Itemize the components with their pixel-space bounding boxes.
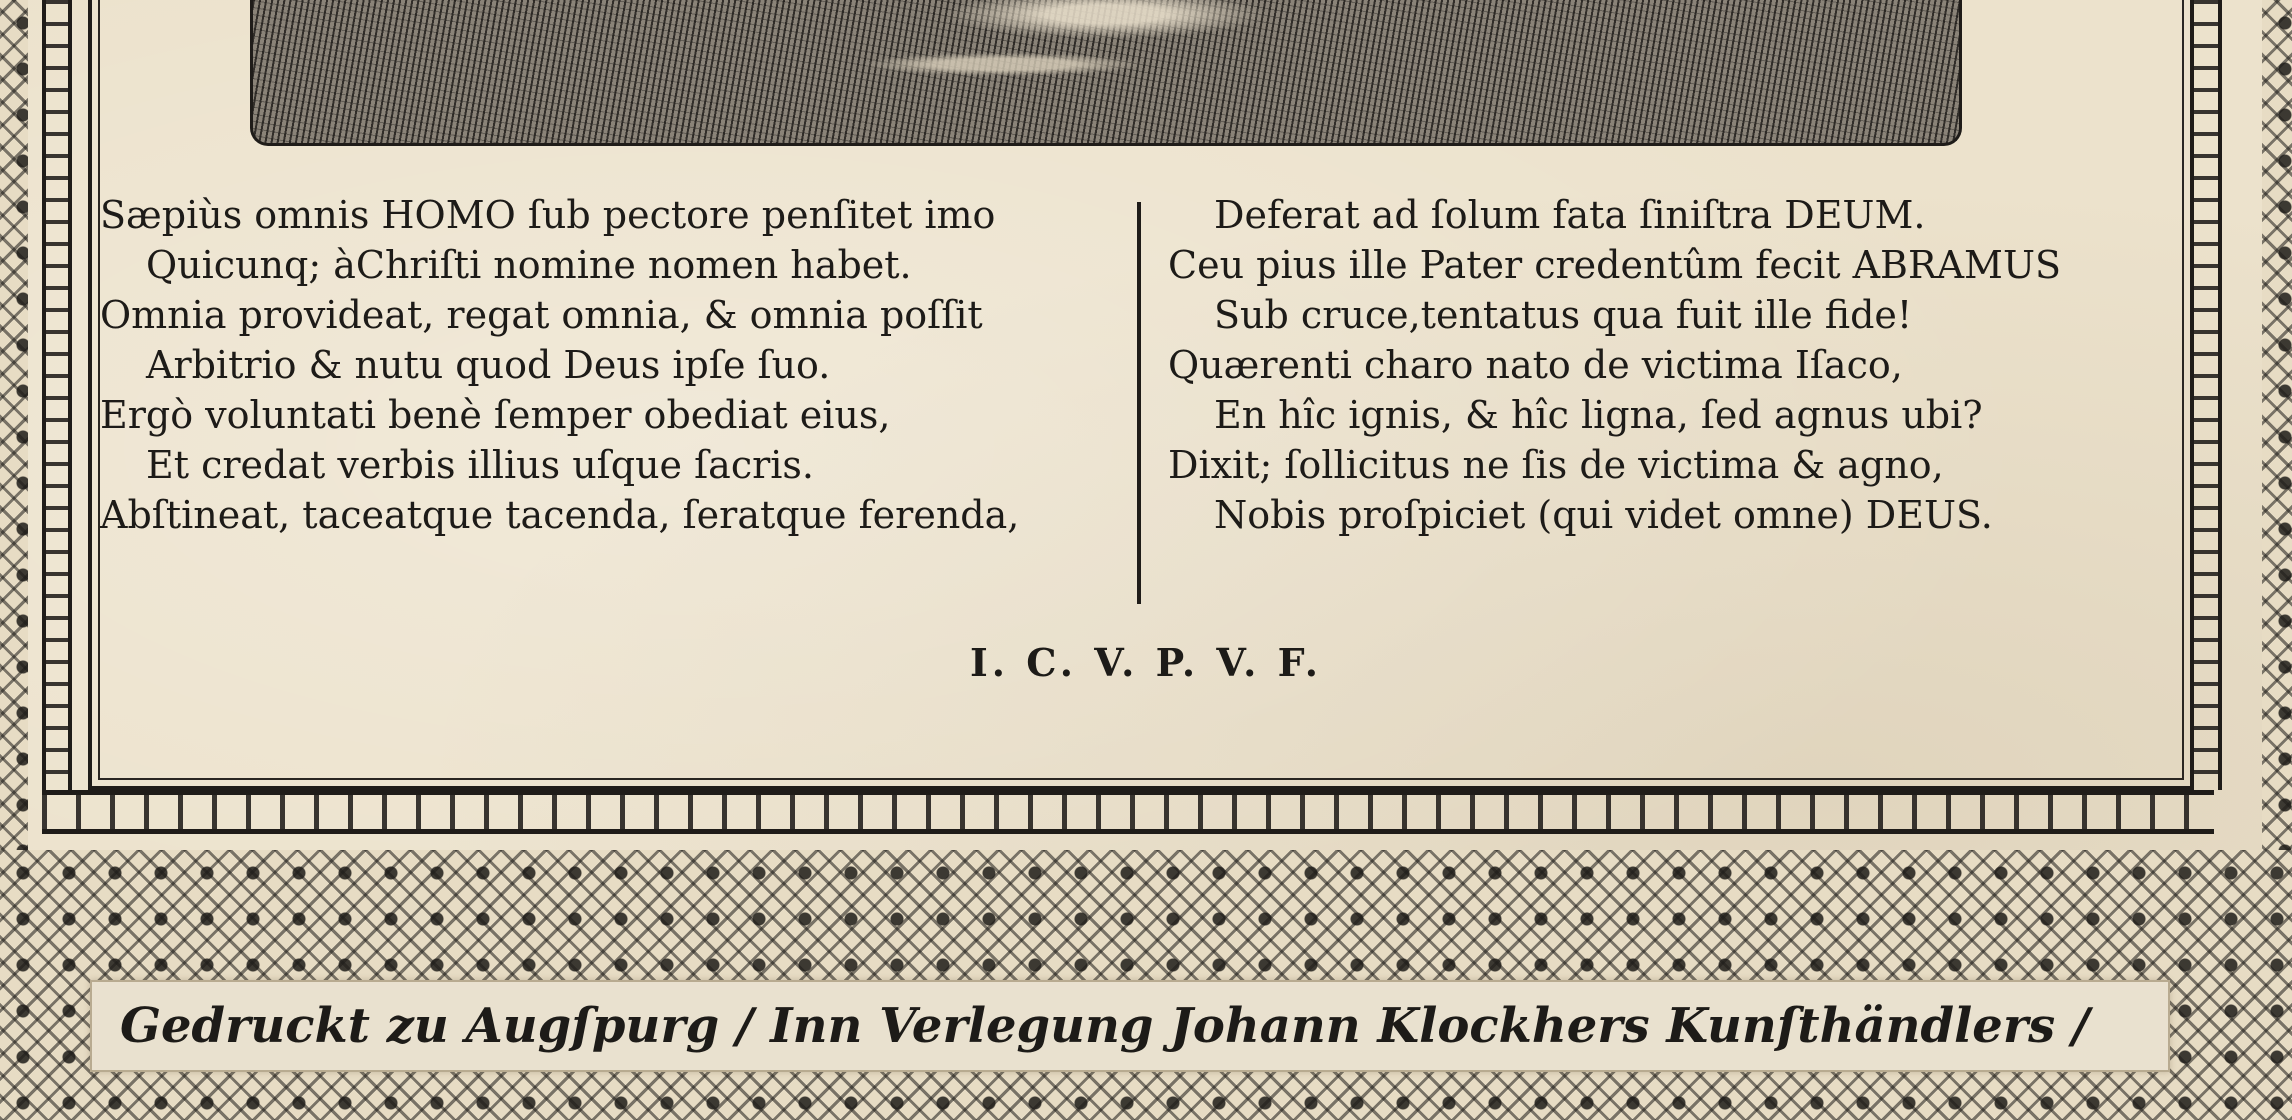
verse-line: Sæpiùs omnis HOMO ſub pectore penſitet imo: [100, 193, 996, 237]
verse-line: Et credat verbis illius uſque ſacris.: [146, 443, 815, 487]
verse-line: Omnia provideat, regat omnia, & omnia poſſit: [100, 293, 983, 337]
verse-line: Dixit; ſollicitus ne ſis de victima & agno,: [1168, 443, 1944, 487]
verse-line: Quærenti charo nato de victima Iſaco,: [1168, 343, 1903, 387]
verse-line: Nobis proſpiciet (qui videt omne) DEUS.: [1214, 493, 1993, 537]
verse-line: Ceu pius ille Pater credentûm fecit ABRAMUS: [1168, 243, 2061, 287]
author-initials: I. C. V. P. V. F.: [970, 640, 1322, 685]
verse-line: Sub cruce,tentatus qua fuit ille fide!: [1214, 293, 1913, 337]
verse-line: Deferat ad ſolum fata ſiniſtra DEUM.: [1214, 193, 1926, 237]
portrait-engraving: [250, 0, 1962, 146]
column-divider: [1137, 202, 1141, 604]
printer-colophon: Gedruckt zu Augſpurg / Inn Verlegung Johann Klockhers Kunſthändlers /: [90, 980, 2170, 1072]
verse-column-right: [1168, 190, 2061, 540]
verse-column-left: [100, 190, 1019, 540]
chain-border-bottom: [42, 790, 2214, 834]
verse-line: Arbitrio & nutu quod Deus ipſe ſuo.: [146, 343, 831, 387]
verse-line: Ergò voluntati benè ſemper obediat eius,: [100, 393, 891, 437]
verse-line: Abſtineat, taceatque tacenda, ſeratque ferenda,: [100, 493, 1020, 537]
verse-line: Quicunq; àChriſti nomine nomen habet.: [146, 243, 912, 287]
verse-line: En hîc ignis, & hîc ligna, ſed agnus ubi?: [1214, 393, 1983, 437]
